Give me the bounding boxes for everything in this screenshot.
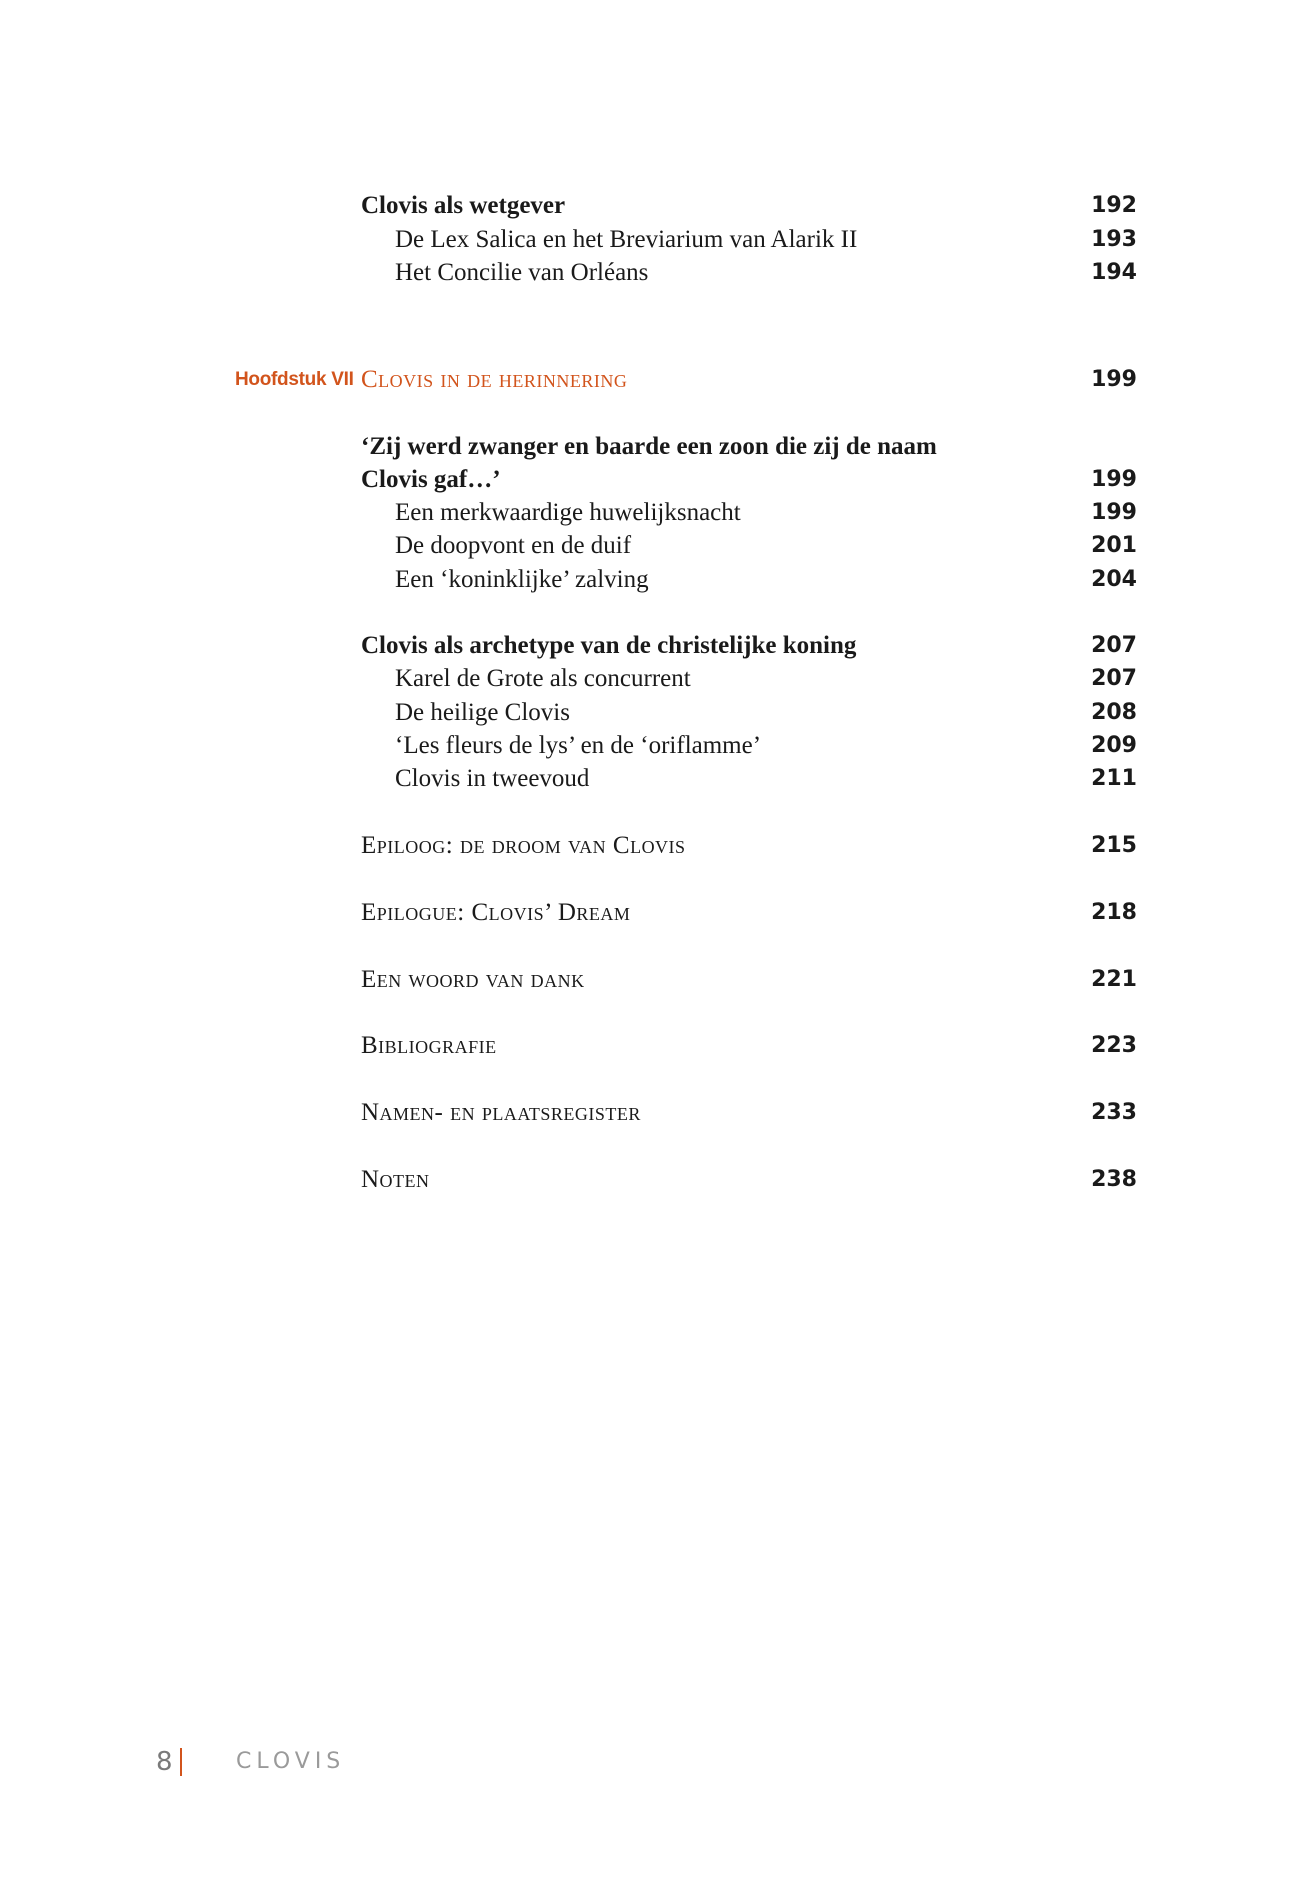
toc-item (361, 256, 1137, 290)
toc-item-title: De heilige Clovis (395, 699, 570, 726)
toc-section-wetgever (361, 189, 1137, 223)
toc-page-number: 204 (1091, 567, 1137, 592)
toc-back-matter-epiloog (361, 829, 1137, 863)
footer-page-number: 8 (156, 1747, 173, 1777)
footer-divider (180, 1748, 182, 1776)
toc-item (361, 696, 1137, 730)
toc-item-title: Noten (361, 1166, 430, 1193)
toc-item-title: Epilogue: Clovis’ Dream (361, 899, 631, 926)
toc-item (361, 662, 1137, 696)
toc-back-matter-register (361, 1096, 1137, 1130)
toc-section-title: Clovis als archetype van de christelijke koning (361, 632, 857, 659)
toc-item (361, 762, 1137, 796)
toc-item-title: Epiloog: de droom van Clovis (361, 832, 686, 859)
toc-back-matter-bibliografie (361, 1029, 1137, 1063)
toc-section-zoon-line2 (361, 463, 1137, 497)
toc-page-number: 233 (1091, 1100, 1137, 1125)
toc-page-number: 194 (1091, 260, 1137, 285)
toc-item-title: Karel de Grote als concurrent (395, 665, 691, 692)
toc-page-number: 207 (1091, 633, 1137, 658)
toc-chapter-7 (361, 363, 1137, 397)
toc-item-title: Een ‘koninklijke’ zalving (395, 566, 649, 593)
toc-page-number: 201 (1091, 533, 1137, 558)
toc-section-zoon-line1 (361, 430, 1137, 464)
toc-item-title: Clovis in tweevoud (395, 765, 590, 792)
toc-item (361, 529, 1137, 563)
toc-back-matter-dank (361, 963, 1137, 997)
toc-page-number: 221 (1091, 967, 1137, 992)
toc-page-number: 238 (1091, 1167, 1137, 1192)
toc-page-number: 207 (1091, 666, 1137, 691)
chapter-title: Clovis in de herinnering (361, 366, 628, 393)
toc-item-title: Het Concilie van Orléans (395, 259, 649, 286)
toc-page-number: 209 (1091, 733, 1137, 758)
toc-item (361, 496, 1137, 530)
toc-page-number: 218 (1091, 900, 1137, 925)
footer-running-title: CLOVIS (236, 1749, 346, 1774)
toc-page-number: 199 (1091, 367, 1137, 392)
toc-page-number: 211 (1091, 766, 1137, 791)
toc-page-number: 199 (1091, 467, 1137, 492)
toc-item-title: Een merkwaardige huwelijksnacht (395, 499, 741, 526)
toc-item-title: Een woord van dank (361, 966, 585, 993)
page-footer (0, 1742, 1300, 1782)
toc-page-number: 192 (1091, 193, 1137, 218)
toc-page-number: 199 (1091, 500, 1137, 525)
toc-back-matter-noten (361, 1163, 1137, 1197)
toc-item-title: De Lex Salica en het Breviarium van Alarik II (395, 226, 858, 253)
toc-item-title: ‘Les fleurs de lys’ en de ‘oriflamme’ (395, 732, 762, 759)
toc-page-number: 208 (1091, 700, 1137, 725)
toc-item-title: Bibliografie (361, 1032, 497, 1059)
toc-section-archetype (361, 629, 1137, 663)
toc-section-title: ‘Zij werd zwanger en baarde een zoon die zij de naam (361, 433, 937, 460)
toc-item (361, 563, 1137, 597)
toc-item (361, 729, 1137, 763)
chapter-label: Hoofdstuk VII (235, 369, 354, 390)
toc-item (361, 223, 1137, 257)
toc-item-title: De doopvont en de duif (395, 532, 632, 559)
toc-page-number: 215 (1091, 833, 1137, 858)
toc-page-number: 193 (1091, 227, 1137, 252)
toc-item-title: Namen- en plaatsregister (361, 1099, 641, 1126)
toc-section-title: Clovis gaf…’ (361, 466, 501, 493)
toc-back-matter-epilogue (361, 896, 1137, 930)
toc-section-title: Clovis als wetgever (361, 192, 566, 219)
toc-page-number: 223 (1091, 1033, 1137, 1058)
